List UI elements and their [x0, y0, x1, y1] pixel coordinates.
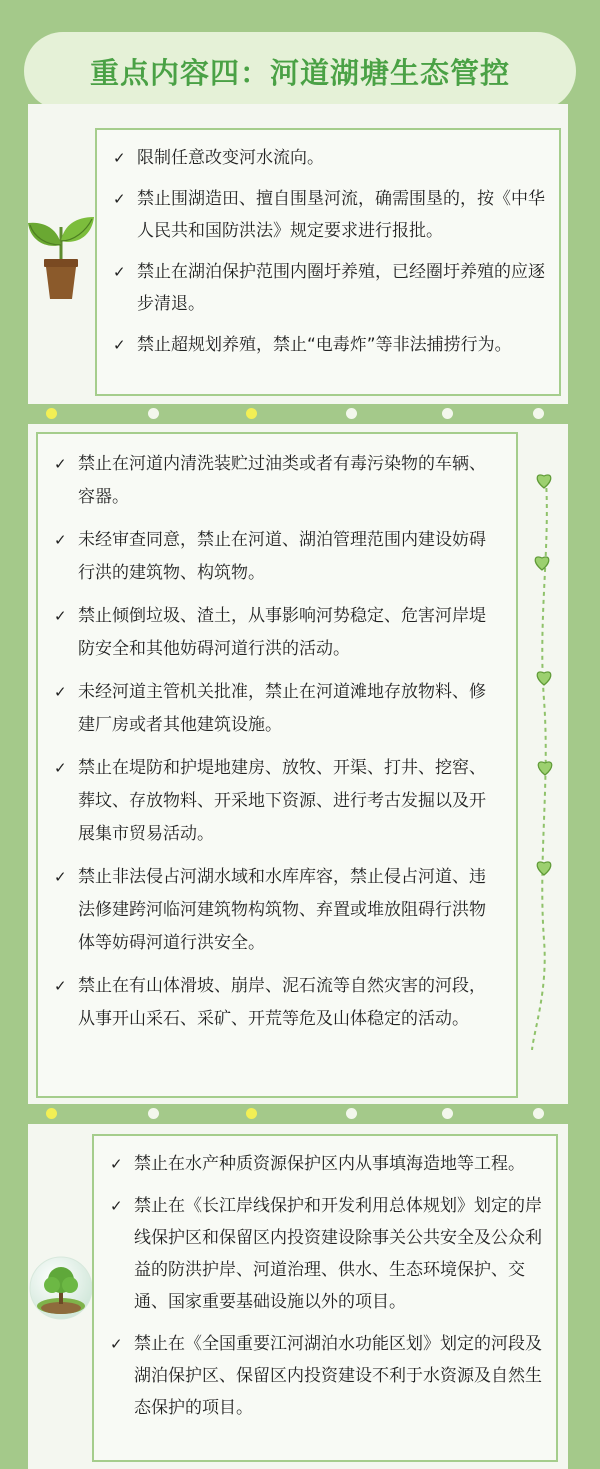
check-icon: ✓	[54, 868, 67, 886]
check-icon: ✓	[113, 263, 126, 281]
separator-dot	[533, 408, 544, 419]
separator-dot	[46, 408, 57, 419]
dot-separator	[28, 404, 568, 424]
list-item: ✓ 禁止围湖造田、擅自围垦河流，确需围垦的，按《中华人民共和国防洪法》规定要求进行报批。	[111, 183, 545, 247]
list-item: ✓ 禁止在有山体滑坡、崩岸、泥石流等自然灾害的河段，从事开山采石、采矿、开荒等危及山体稳定的活动。	[52, 970, 502, 1036]
check-icon: ✓	[54, 531, 67, 549]
separator-dot	[148, 408, 159, 419]
check-icon: ✓	[110, 1197, 123, 1215]
separator-dot	[442, 1108, 453, 1119]
rules-list-2	[52, 448, 502, 1036]
separator-dot	[46, 1108, 57, 1119]
check-icon: ✓	[113, 149, 126, 167]
list-item: ✓ 禁止非法侵占河湖水域和水库库容，禁止侵占河道、违法修建跨河临河建筑物构筑物、弃置或堆放阻碍行洪物体等妨碍河道行洪安全。	[52, 861, 502, 960]
separator-dot	[148, 1108, 159, 1119]
check-icon: ✓	[54, 977, 67, 995]
separator-dot	[246, 1108, 257, 1119]
potted-plant-icon	[24, 205, 98, 305]
list-item: ✓ 禁止在《长江岸线保护和开发利用总体规划》划定的岸线保护区和保留区内投资建设除事关公共安全及公众利益的防洪护岸、河道治理、供水、生态环境保护、交通、国家重要基础设施以外的项目。	[108, 1190, 542, 1318]
list-item: ✓ 禁止在水产种质资源保护区内从事填海造地等工程。	[108, 1148, 542, 1180]
check-icon: ✓	[113, 336, 126, 354]
separator-dot	[346, 408, 357, 419]
title-banner	[24, 32, 576, 110]
list-item: ✓ 禁止在《全国重要江河湖泊水功能区划》划定的河段及湖泊保护区、保留区内投资建设不利于水资源及自然生态保护的项目。	[108, 1328, 542, 1424]
vine-decoration-icon	[520, 470, 570, 1050]
separator-dot	[346, 1108, 357, 1119]
dot-separator	[28, 1104, 568, 1124]
separator-dot	[442, 408, 453, 419]
rules-list-1	[111, 142, 545, 361]
check-icon: ✓	[110, 1155, 123, 1173]
list-item: ✓ 禁止在河道内清洗装贮过油类或者有毒污染物的车辆、容器。	[52, 448, 502, 514]
tree-globe-icon	[28, 1250, 94, 1330]
check-icon: ✓	[54, 455, 67, 473]
check-icon: ✓	[113, 190, 126, 208]
list-item: ✓ 禁止倾倒垃圾、渣土，从事影响河势稳定、危害河岸堤防安全和其他妨碍河道行洪的活动。	[52, 600, 502, 666]
list-item: ✓ 未经河道主管机关批准，禁止在河道滩地存放物料、修建厂房或者其他建筑设施。	[52, 676, 502, 742]
list-item: ✓ 未经审查同意，禁止在河道、湖泊管理范围内建设妨碍行洪的建筑物、构筑物。	[52, 524, 502, 590]
rules-box-2	[36, 432, 518, 1098]
list-item: ✓ 禁止在湖泊保护范围内圈圩养殖，已经圈圩养殖的应逐步清退。	[111, 256, 545, 320]
check-icon: ✓	[54, 607, 67, 625]
check-icon: ✓	[110, 1335, 123, 1353]
list-item: ✓ 禁止在堤防和护堤地建房、放牧、开渠、打井、挖窖、葬坟、存放物料、开采地下资源、进行考古发掘以及开展集市贸易活动。	[52, 752, 502, 851]
separator-dot	[246, 408, 257, 419]
list-item: ✓ 限制任意改变河水流向。	[111, 142, 545, 174]
separator-dot	[533, 1108, 544, 1119]
list-item: ✓ 禁止超规划养殖，禁止“电毒炸”等非法捕捞行为。	[111, 329, 545, 361]
rules-box-1	[95, 128, 561, 396]
page-title: 重点内容四：河道湖塘生态管控	[89, 55, 510, 90]
rules-list-3	[108, 1148, 542, 1424]
check-icon: ✓	[54, 683, 67, 701]
rules-box-3	[92, 1134, 558, 1462]
check-icon: ✓	[54, 759, 67, 777]
